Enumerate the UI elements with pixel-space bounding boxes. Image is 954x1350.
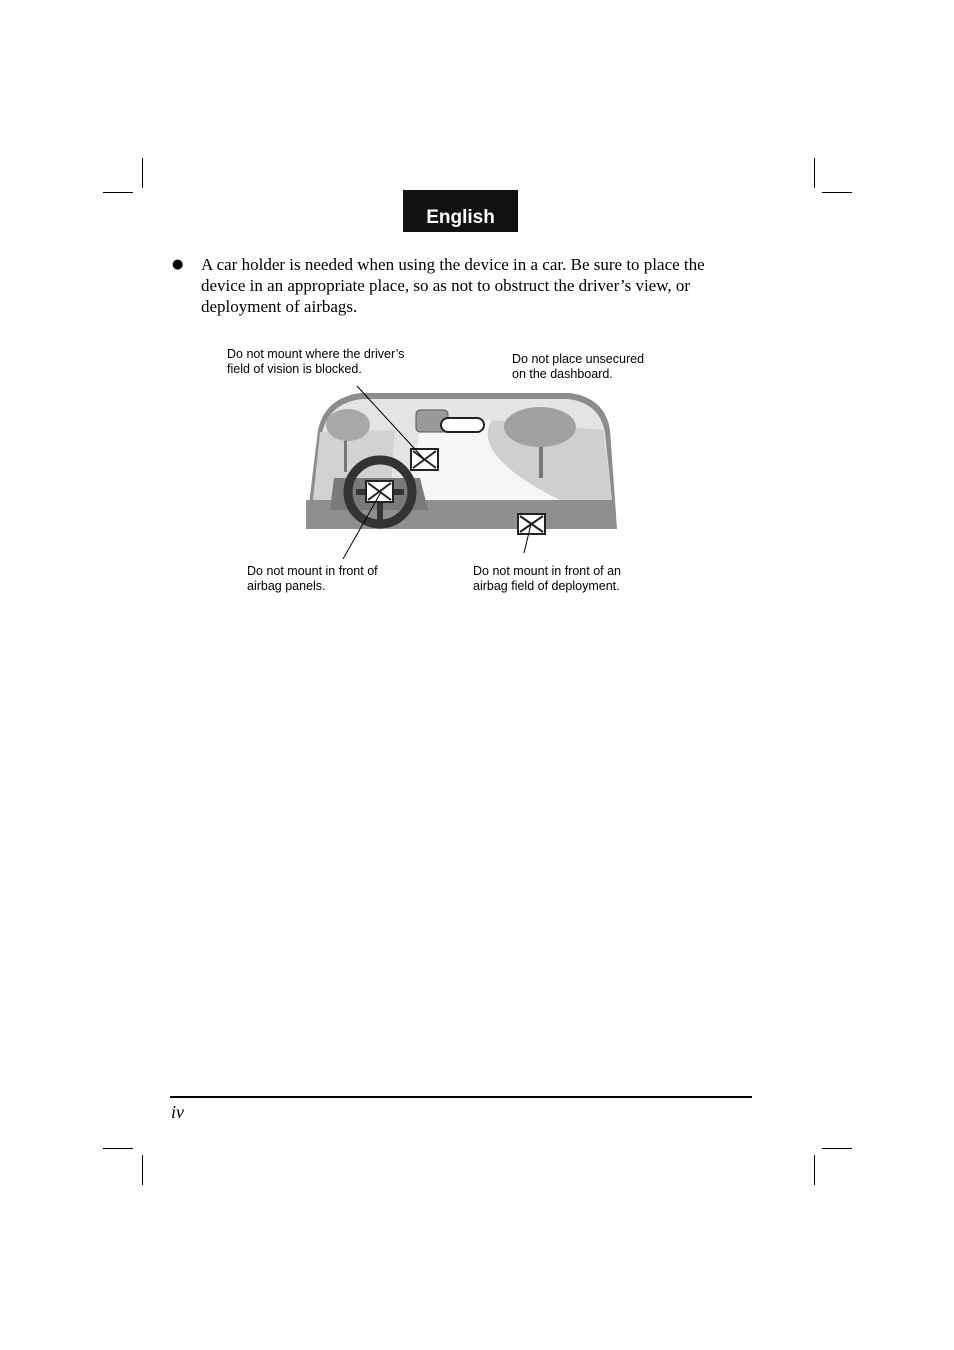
label-airbag-panels: Do not mount in front of airbag panels. [247, 564, 378, 593]
label-vision-blocked: Do not mount where the driver’s field of vision is blocked. [227, 347, 405, 376]
left-tree-crown [326, 409, 370, 441]
label-airbag-field: Do not mount in front of an airbag field of deployment. [473, 564, 622, 593]
right-tree-crown [504, 407, 576, 447]
page-number: iv [171, 1102, 184, 1122]
no-mount-marker-windshield [411, 449, 438, 470]
body-paragraph: A car holder is needed when using the device in a car. Be sure to place the device in an appropriate place, so as not to obstruct the driver’s view, or deployment of airbags. [201, 255, 705, 316]
rearview-mirror [441, 418, 484, 432]
language-tab: English [403, 190, 518, 232]
no-mount-marker-steering [366, 481, 393, 502]
no-mount-marker-passenger [518, 514, 545, 534]
footer-rule [170, 1096, 752, 1098]
bullet-symbol: ● [172, 257, 184, 272]
label-dashboard-unsecured: Do not place unsecured on the dashboard. [512, 352, 645, 381]
